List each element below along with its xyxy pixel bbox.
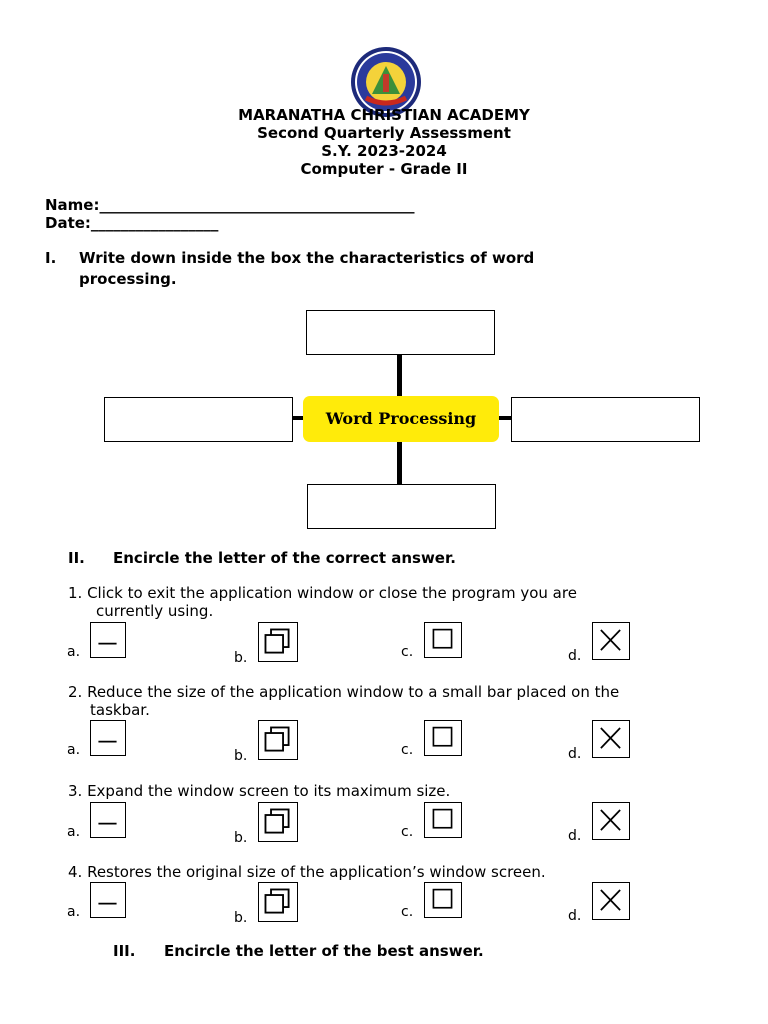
word-processing-label: Word Processing [303,396,499,442]
question-4-line1: 4. Restores the original size of the application’s window screen. [68,863,546,881]
q2-option-b-letter[interactable]: b. [234,748,248,764]
answer-box-top[interactable] [306,310,495,355]
q4-option-b-letter[interactable]: b. [234,910,248,926]
connector-top [397,354,402,398]
q2-minimize-icon [90,720,126,756]
q3-option-b-letter[interactable]: b. [234,830,248,846]
school-name: MARANATHA CHRISTIAN ACADEMY [238,106,530,124]
question-1-line1: 1. Click to exit the application window or close the program you are [68,584,577,602]
section-2-title: Encircle the letter of the correct answer. [113,549,456,567]
q2-restore-icon [258,720,298,760]
q3-option-a-letter[interactable]: a. [67,824,81,840]
q1-option-a-letter[interactable]: a. [67,644,81,660]
q1-maximize-icon [424,622,462,658]
q4-restore-icon [258,882,298,922]
assessment-title: Second Quarterly Assessment [257,124,511,142]
answer-box-left[interactable] [104,397,293,442]
school-year: S.Y. 2023-2024 [321,142,447,160]
q4-option-d-letter[interactable]: d. [568,908,582,924]
q1-minimize-icon [90,622,126,658]
subject-grade: Computer - Grade II [300,160,468,178]
q2-option-d-letter[interactable]: d. [568,746,582,762]
q1-option-c-letter[interactable]: c. [401,644,414,660]
section-1-number: I. [45,249,57,267]
answer-box-bottom[interactable] [307,484,496,529]
section-1-instruction-line1: Write down inside the box the characteristics of word [79,249,535,267]
question-3-line1: 3. Expand the window screen to its maximum size. [68,782,451,800]
section-2-number: II. [68,549,85,567]
q1-close-icon [592,622,630,660]
q3-close-icon [592,802,630,840]
q2-close-icon [592,720,630,758]
q2-option-a-letter[interactable]: a. [67,742,81,758]
q3-maximize-icon [424,802,462,838]
q2-option-c-letter[interactable]: c. [401,742,414,758]
answer-box-right[interactable] [511,397,700,442]
question-2-line2: taskbar. [90,701,150,719]
q3-option-d-letter[interactable]: d. [568,828,582,844]
connector-right [498,416,512,420]
q3-option-c-letter[interactable]: c. [401,824,414,840]
section-3-title: Encircle the letter of the best answer. [164,942,484,960]
q4-option-c-letter[interactable]: c. [401,904,414,920]
q4-option-a-letter[interactable]: a. [67,904,81,920]
question-1-line2: currently using. [96,602,214,620]
q4-minimize-icon [90,882,126,918]
q1-option-d-letter[interactable]: d. [568,648,582,664]
section-1-instruction-line2: processing. [79,270,177,288]
question-2-line1: 2. Reduce the size of the application window to a small bar placed on the [68,683,620,701]
section-3-number: III. [113,942,136,960]
q2-maximize-icon [424,720,462,756]
date-field[interactable]: Date:_________________ [45,214,219,232]
q1-option-b-letter[interactable]: b. [234,650,248,666]
q3-minimize-icon [90,802,126,838]
q4-close-icon [592,882,630,920]
connector-bottom [397,440,402,486]
q1-restore-icon [258,622,298,662]
q4-maximize-icon [424,882,462,918]
q3-restore-icon [258,802,298,842]
name-field[interactable]: Name:__________________________________________ [45,196,415,214]
